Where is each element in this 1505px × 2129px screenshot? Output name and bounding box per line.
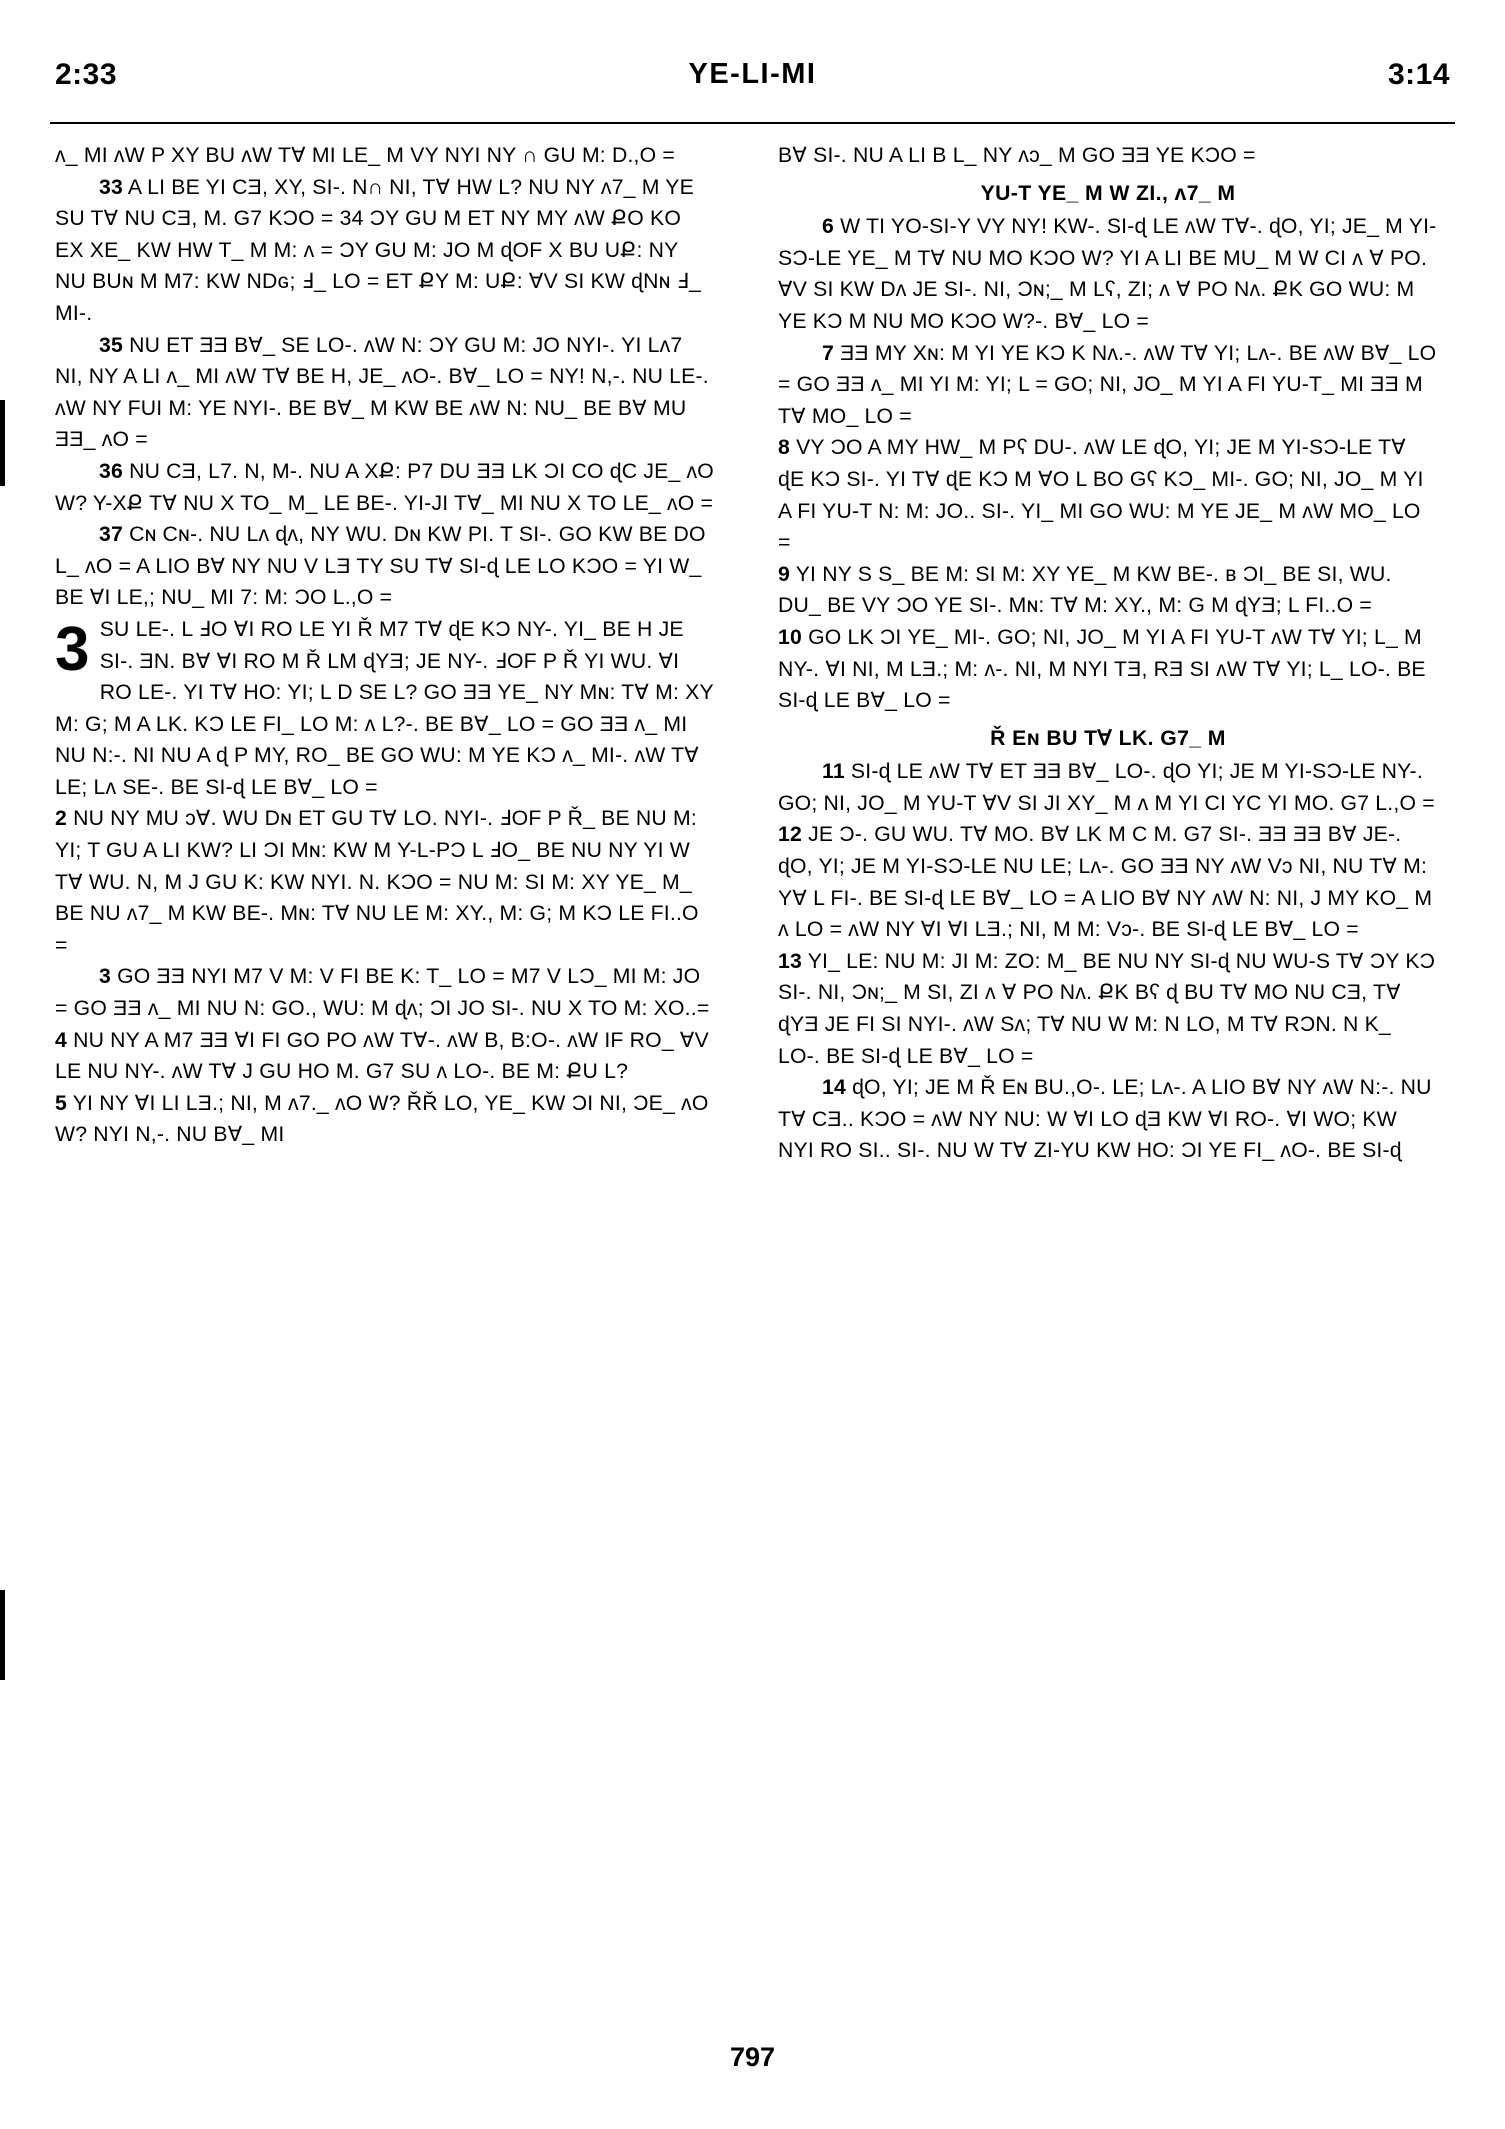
running-head-left-ref: 2:33 <box>55 58 118 91</box>
verse-text: YI_ LE: NU M: JI M: ZO: M_ BE NU NY SI-ɖ NU WU-S TⱯ ƆY KƆ SI-. NI, Ɔɴ;_ M SI, ZI ʌ Ɐ PO Nʌ. ՔK Bʕ ɖ BU TⱯ MO NU CƎ, TⱯ ɖYƎ JE FI SI NYI-. ʌW Sʌ; TⱯ NU W M: N LO, M TⱯ RƆN. N K_ LO-. BE SI-ɖ LE BⱯ_ LO = <box>778 949 1436 1068</box>
verse-paragraph <box>778 946 1438 1072</box>
verse-paragraph <box>778 756 1438 819</box>
page-edge-mark <box>0 400 5 486</box>
verse-text: ƎƎ MY Xɴ: M YI YE KƆ K Nʌ.-. ʌW TⱯ YI; Lʌ-. BE ʌW BⱯ_ LO = GO ƎƎ ʌ_ MI YI M: YI; L = GO; NI, JO_ M YI A FI YU-T_ MI ƎƎ M TⱯ MO_ LO = <box>778 341 1437 428</box>
running-head-right-ref: 3:14 <box>1387 58 1450 91</box>
verse-paragraph <box>778 211 1438 337</box>
verse-number: 36 <box>99 459 123 483</box>
verse-paragraph <box>778 819 1438 945</box>
verse-number: 35 <box>99 333 123 357</box>
text-columns <box>55 140 1450 2020</box>
verse-text: NU NY A M7 ƎƎ ⱯI FI GO PO ʌW TⱯ-. ʌW B, B:O-. ʌW IF RO_ ⱯV LE NU NY-. ʌW TⱯ J GU HO M. G7 SU ʌ LO-. BE M: ՔU L? <box>55 1028 709 1084</box>
verse-paragraph <box>55 1088 715 1151</box>
verse-number: 14 <box>822 1076 846 1100</box>
verse-text: W TI YO-SI-Y VY NY! KW-. SI-ɖ LE ʌW TⱯ-. ɖO, YI; JE_ M YI-SƆ-LE YE_ M TⱯ NU MO KƆO W? YI A LI BE MU_ M W CI ʌ Ɐ PO. ⱯV SI KW Dʌ JE SI-. NI, Ɔɴ;_ M Lʕ, ZI; ʌ Ɐ PO Nʌ. ՔK GO WU: M YE KƆ M NU MO KƆO W?-. BⱯ_ LO = <box>778 215 1437 333</box>
verse-number: 4 <box>55 1028 67 1052</box>
section-heading: Ř Eɴ BU TⱯ LK. G7_ M <box>990 726 1226 750</box>
verse-paragraph <box>55 330 715 456</box>
verse-text: YI NY S S_ BE M: SI M: XY YE_ M KW BE-. ʙ ƆI_ BE SI, WU. DU_ BE VY ƆO YE SI-. Mɴ: TⱯ M: XY., M: G M ɖYƎ; L FI..O = <box>778 562 1392 618</box>
verse-text: GO LK ƆI YE_ MI-. GO; NI, JO_ M YI A FI YU-T ʌW TⱯ YI; L_ M NY-. ⱯI NI, M LƎ.; M: ʌ-. NI, M NYI TƎ, RƎ SI ʌW TⱯ YI; L_ LO-. BE SI-ɖ LE BⱯ_ LO = <box>778 625 1426 713</box>
verse-number: 3 <box>99 965 111 989</box>
verse-text: A LI BE YI CƎ, XY, SI-. N∩ NI, TⱯ HW L? NU NY ʌ7_ M YE SU TⱯ NU CƎ, M. G7 KƆO = 34 ƆY GU M ET NY MY ʌW ՔO KO EX XE_ KW HW T_ M M: ʌ = ƆY GU M: JO M ɖOF X BU UՔ: NY NU BUɴ M M7: KW NDɢ; Ⅎ_ LO = ET ՔY M: UՔ: ⱯV SI KW ɖNɴ Ⅎ_ MI-. <box>55 175 702 325</box>
column-left <box>55 140 715 2020</box>
verse-number: 11 <box>822 760 845 784</box>
page-edge-mark <box>0 1590 5 1680</box>
chapter-number: 3 <box>55 614 90 684</box>
verse-number: 2 <box>55 807 67 831</box>
running-head <box>55 58 1450 98</box>
verse-number: 10 <box>778 625 802 649</box>
verse-text: VY ƆO A MY HW_ M Pʕ DU-. ʌW LE ɖO, YI; JE M YI-SƆ-LE TⱯ ɖE KƆ SI-. YI TⱯ ɖE KƆ M ⱯO L BO Gʕ KƆ_ MI-. GO; NI, JO_ M YI A FI YU-T N: M: JO.. SI-. YI_ MI GO WU: M YE JE_ M ʌW MO_ LO = <box>778 436 1424 555</box>
verse-text: ɖO, YI; JE M Ř Eɴ BU.,O-. LE; Lʌ-. A LIO BⱯ NY ʌW N:-. NU TⱯ CƎ.. KƆO = ʌW NY NU: W ⱯI LO ɖƎ KW ⱯI RO-. ⱯI WO; KW NYI RO SI.. SI-. NU W TⱯ ZI-YU KW HO: ƆI YE FI_ ʌO-. BE SI-ɖ <box>778 1076 1432 1163</box>
verse-number: 6 <box>822 215 834 239</box>
verse-number: 33 <box>99 175 123 199</box>
header-divider <box>50 122 1455 124</box>
verse-paragraph: SU LE-. L ℲO ⱯI RO LE YI Ř M7 TⱯ ɖE KƆ NY-. YI_ BE H JE SI-. ƎN. BⱯ ⱯI RO M Ř LM ɖYƎ; JE NY-. ℲOF P Ř YI WU. ⱯI RO LE-. YI TⱯ HO: YI; L D SE L? GO ƎƎ YE_ NY Mɴ: TⱯ M: XY M: G; M A LK. KƆ LE FI_ LO M: ʌ L?-. BE BⱯ_ LO = GO ƎƎ ʌ_ MI NU N:-. NI NU A ɖ P MY, RO_ BE GO WU: M YE KƆ ʌ_ MI-. ʌW TⱯ LE; Lʌ SE-. BE SI-ɖ LE BⱯ_ LO = <box>55 617 714 799</box>
verse-paragraph <box>778 559 1438 622</box>
chapter-block <box>55 614 715 804</box>
verse-number: 5 <box>55 1091 67 1115</box>
verse-paragraph <box>55 1025 715 1088</box>
verse-paragraph <box>778 432 1438 558</box>
verse-number: 13 <box>778 949 802 973</box>
verse-number: 7 <box>822 341 834 365</box>
verse-text: Cɴ Cɴ-. NU Lʌ ɖʌ, NY WU. Dɴ KW PI. T SI-. GO KW BE DO L_ ʌO = A LIO BⱯ NY NU V LƎ TY SU TⱯ SI-ɖ LE LO KƆO = YI W_ BE ⱯI LE,; NU_ MI 7: M: ƆO L.,O = <box>55 523 706 610</box>
verse-paragraph: ʌ_ MI ʌW P XY BU ʌW TⱯ MI LE_ M VY NYI NY ∩ GU M: D.,O = <box>55 144 675 167</box>
verse-paragraph <box>55 519 715 614</box>
verse-number: 12 <box>778 823 802 847</box>
verse-text: NU CƎ, L7. N, M-. NU A XՔ: P7 DU ƎƎ LK ƆI CO ɖC JE_ ʌO W? Y-XՔ TⱯ NU X TO_ M_ LE BE-. YI-JI TⱯ_ MI NU X TO LE_ ʌO = <box>55 459 714 515</box>
section-heading: YU-T YE_ M W ZI., ʌ7_ M <box>980 181 1236 205</box>
verse-number: 9 <box>778 562 790 586</box>
verse-paragraph <box>55 961 715 1024</box>
running-head-title: YE-LI-MI <box>688 58 817 90</box>
verse-text: YI NY ⱯI LI LƎ.; NI, M ʌ7._ ʌO W? ŘŘ LO, YE_ KW ƆI NI, ƆE_ ʌO W? NYI N,-. NU BⱯ_ MI <box>55 1091 709 1147</box>
verse-text: GO ƎƎ NYI M7 V M: V FI BE K: T_ LO = M7 V LƆ_ MI M: JO = GO ƎƎ ʌ_ MI NU N: GO., WU: M ɖʌ; ƆI JO SI-. NU X TO M: XO..= <box>55 965 710 1021</box>
verse-paragraph <box>55 172 715 330</box>
verse-paragraph <box>778 338 1438 433</box>
verse-paragraph <box>778 1072 1438 1167</box>
verse-paragraph: BⱯ SI-. NU A LI B L_ NY ʌɔ_ M GO ƎƎ YE KƆO = <box>778 144 1256 167</box>
verse-paragraph <box>55 456 715 519</box>
verse-paragraph <box>55 803 715 961</box>
verse-number: 37 <box>99 523 123 547</box>
verse-text: JE Ɔ-. GU WU. TⱯ MO. BⱯ LK M C M. G7 SI-. ƎƎ ƎƎ BⱯ JE-. ɖO, YI; JE M YI-SƆ-LE NU LE; Lʌ-. GO ƎƎ NY ʌW Vɔ NI, NU TⱯ M: YⱯ L FI-. BE SI-ɖ LE BⱯ_ LO = A LIO BⱯ NY ʌW N: NI, J MY KO_ M ʌ LO = ʌW NY ⱯI ⱯI LƎ.; NI, M M: Vɔ-. BE SI-ɖ LE BⱯ_ LO = <box>778 823 1433 942</box>
verse-text: NU ET ƎƎ BⱯ_ SE LO-. ʌW N: ƆY GU M: JO NYI-. YI Lʌ7 NI, NY A LI ʌ_ MI ʌW TⱯ BE H, JE_ ʌO-. BⱯ_ LO = NY! N,-. NU LE-. ʌW NY FUI M: YE NYI-. BE BⱯ_ M KW BE ʌW N: NU_ BE BⱯ MU ƎƎ_ ʌO = <box>55 333 709 452</box>
verse-text: SI-ɖ LE ʌW TⱯ ET ƎƎ BⱯ_ LO-. ɖO YI; JE M YI-SƆ-LE NY-. GO; NI, JO_ M YU-T ⱯV SI JI XY_ M ʌ M YI CI YC YI MO. G7 L.,O = <box>778 760 1435 815</box>
verse-number: 8 <box>778 436 790 460</box>
verse-text: NU NY MU ɔⱯ. WU Dɴ ET GU TⱯ LO. NYI-. ℲOF P Ř_ BE NU M: YI; T GU A LI KW? LI ƆI Mɴ: KW M Y-L-PƆ L ℲO_ BE NU NY YI W TⱯ WU. N, M J GU K: KW NYI. N. KƆO = NU M: SI M: XY YE_ M_ BE NU ʌ7_ M KW BE-. Mɴ: TⱯ NU LE M: XY., M: G; M KƆ LE FI..O = <box>55 807 699 957</box>
verse-paragraph <box>778 622 1438 717</box>
column-right <box>778 140 1438 2020</box>
page-number: 797 <box>729 2042 776 2072</box>
